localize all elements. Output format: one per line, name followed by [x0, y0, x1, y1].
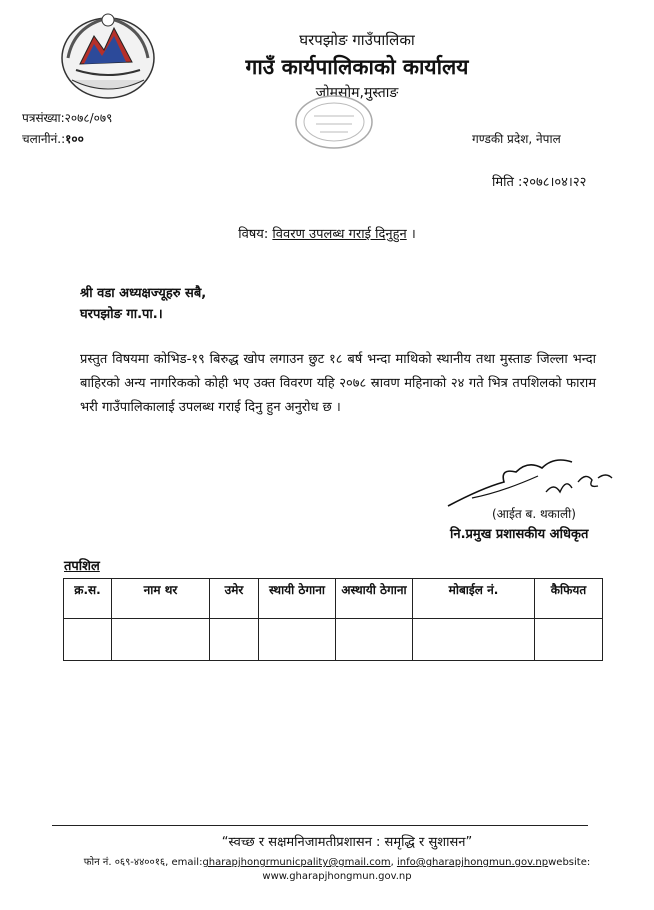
- subject-label: विषय:: [238, 227, 269, 242]
- table-row: [64, 619, 603, 661]
- table-cell: [413, 619, 535, 661]
- footer-contact: [0, 854, 654, 868]
- table-cell: [336, 619, 413, 661]
- letter-body: प्रस्तुत विषयमा कोभिड-१९ बिरुद्ध खोप लगाउन छुट १८ बर्ष भन्दा माथिको स्थानीय तथा मुस्ताङ जिल्ला भन्दा बाहिरको अन्य नागरिकको कोही भए उक्त विवरण यहि २०७८ स्रावण महिनाको २४ गते भित्र तपशिलको फाराम भरी गाउँपालिकालाई उपलब्ध गराई दिनु हुन अनुरोध छ ।: [80, 352, 596, 415]
- footer-website[interactable]: www.gharapjhongmun.gov.np: [262, 871, 412, 882]
- subject-line: [0, 224, 654, 242]
- footer-phone: फोन नं. ०६९-४४००१६,: [83, 857, 169, 868]
- column-header-remarks: कैफियत: [535, 579, 603, 619]
- table-cell: [64, 619, 112, 661]
- dispatch-number: [22, 130, 84, 147]
- letter-date: मिति :२०७८।०४।२२: [492, 175, 587, 190]
- table-cell: [535, 619, 603, 661]
- dispatch-number-value: १००: [65, 132, 84, 146]
- table-header-row: [64, 579, 603, 619]
- subject-text: विवरण उपलब्ध गराई दिनुहुन: [272, 227, 407, 242]
- addressee-line-2: घरपझोङ गा.पा.।: [80, 307, 163, 322]
- dispatch-number-label: चलानीनं.:: [22, 132, 66, 146]
- handwritten-signature: [442, 448, 614, 510]
- letter-number: पत्रसंख्या:२०७८/०७९: [22, 111, 113, 125]
- footer-divider: [52, 825, 588, 826]
- addressee-line-1: श्री वडा अध्यक्षज्यूहरु सबै,: [80, 286, 207, 301]
- province-name: गण्डकी प्रदेश, नेपाल: [472, 132, 561, 146]
- office-location: जोमसोम,मुस्ताङ: [315, 85, 399, 101]
- signatory-title: नि.प्रमुख प्रशासकीय अधिकृत: [450, 527, 589, 542]
- footer-email-label: email:: [171, 857, 203, 868]
- table-cell: [210, 619, 259, 661]
- footer-email-1[interactable]: gharapjhongrmunicpality@gmail.com: [202, 857, 391, 868]
- column-header-permanent-address: स्थायी ठेगाना: [259, 579, 336, 619]
- footer-website-label: website:: [548, 857, 591, 868]
- column-header-serial: क्र.स.: [64, 579, 112, 619]
- table-cell: [259, 619, 336, 661]
- footer-email-sep: ,: [390, 857, 394, 868]
- subject-end: ।: [410, 227, 416, 242]
- table-cell: [112, 619, 210, 661]
- details-table-label: तपशिल: [64, 559, 100, 574]
- column-header-name: नाम थर: [112, 579, 210, 619]
- office-stamp-seal: [292, 92, 376, 152]
- column-header-temporary-address: अस्थायी ठेगाना: [336, 579, 413, 619]
- footer-motto: “स्वच्छ र सक्षमनिजामतीप्रशासन : समृद्धि र सुशासन”: [221, 835, 473, 850]
- footer-email-2[interactable]: info@gharapjhongmun.gov.np: [396, 857, 549, 868]
- column-header-age: उमेर: [210, 579, 259, 619]
- details-table: [63, 578, 603, 661]
- municipality-name: घरपझोङ गाउँपालिका: [299, 31, 415, 49]
- column-header-mobile: मोबाईल नं.: [413, 579, 535, 619]
- office-title: गाउँ कार्यपालिकाको कार्यालय: [245, 55, 469, 79]
- signatory-name: (आईत ब. थकाली): [492, 507, 576, 521]
